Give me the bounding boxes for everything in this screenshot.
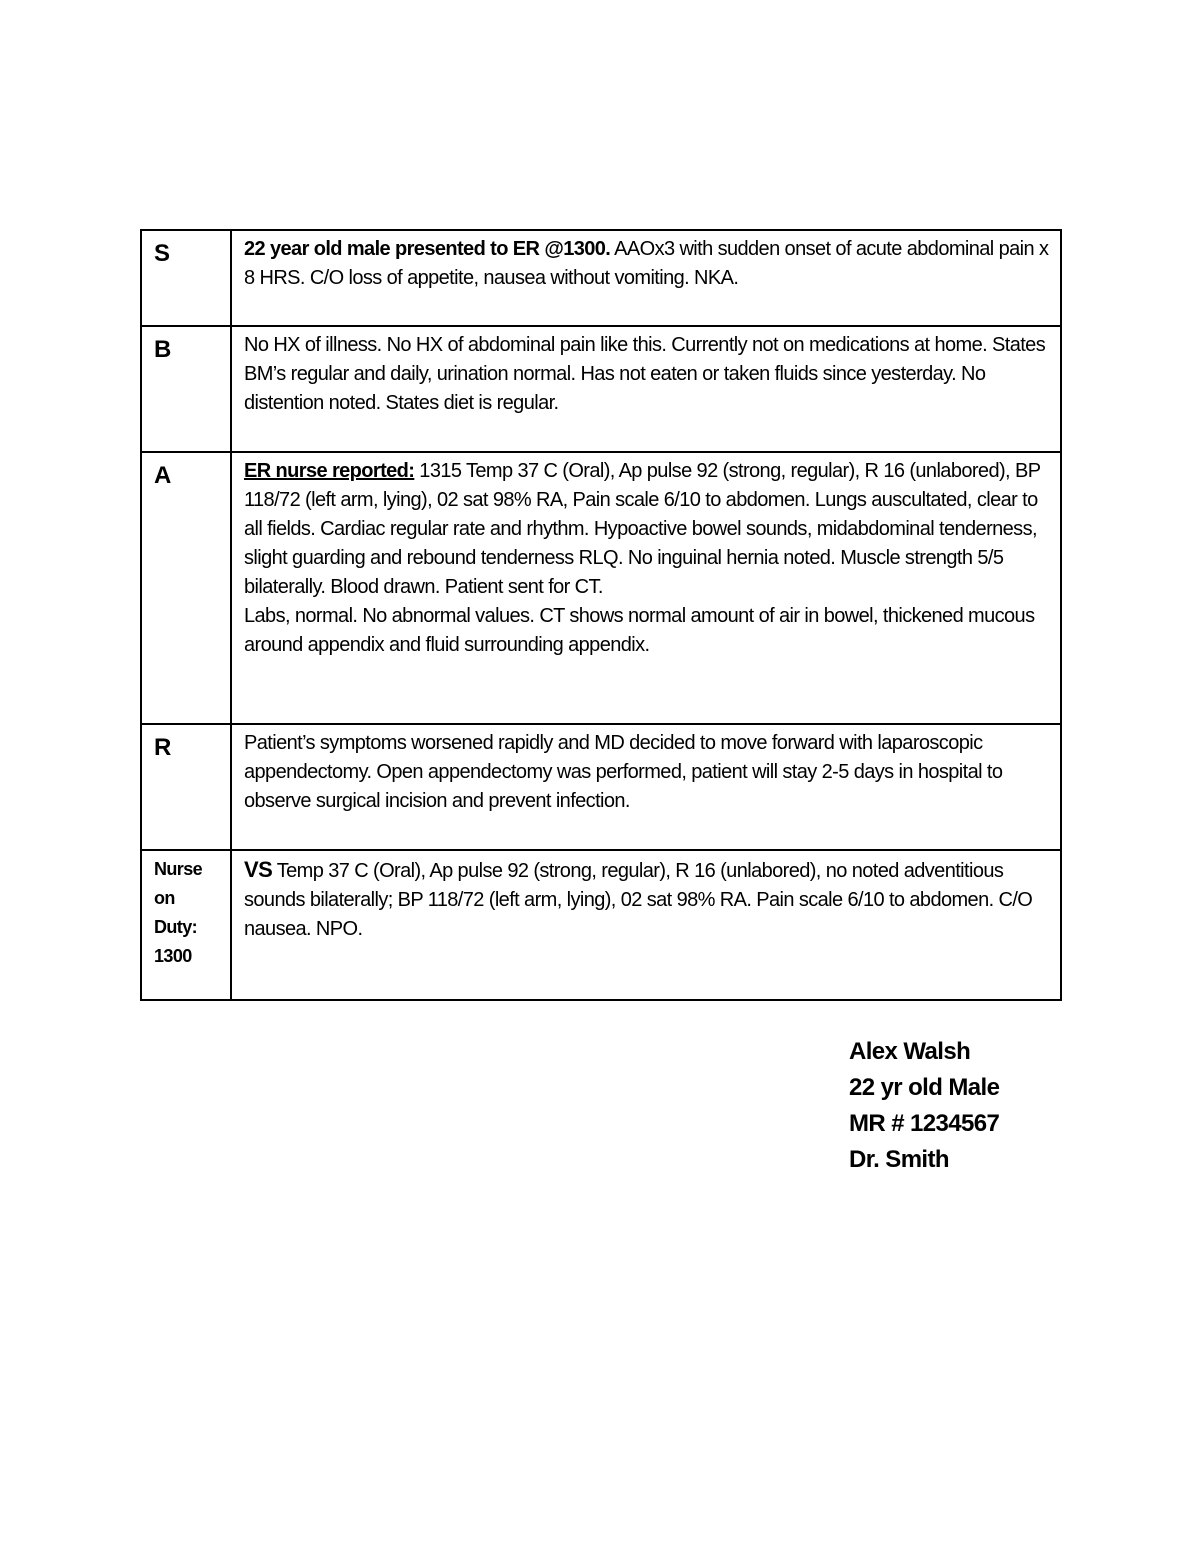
patient-mr-number: MR # 1234567 <box>849 1110 1000 1137</box>
sbar-content-r <box>231 724 1061 850</box>
assessment-text: 1315 Temp 37 C (Oral), Ap pulse 92 (strong, regular), R 16 (unlabored), BP 118/72 (left arm, lying), 02 sat 98% RA, Pain scale 6/10 to abdomen. Lungs auscultated, clear to all fields. Cardiac regular rate and rhythm. Hypoactive bowel sounds, midabdominal tenderness, slight guarding and rebound tenderness RLQ. No inguinal hernia noted. Muscle strength 5/5 bilaterally. Blood drawn. Patient sent for CT. <box>244 460 1041 598</box>
assessment-lead: ER nurse reported: <box>244 460 415 482</box>
nurse-label-line: Nurse <box>154 859 203 879</box>
sbar-content-a <box>231 452 1061 724</box>
vitals-lead: VS <box>244 857 273 882</box>
sbar-row-background <box>141 326 1061 452</box>
assessment-labs-text: Labs, normal. No abnormal values. CT shows normal amount of air in bowel, thickened mucous around appendix and fluid surrounding appendix. <box>244 605 1035 656</box>
sbar-row-assessment <box>141 452 1061 724</box>
sbar-content-b <box>231 326 1061 452</box>
sbar-row-situation <box>141 230 1061 326</box>
sbar-content-s <box>231 230 1061 326</box>
vitals-text: Temp 37 C (Oral), Ap pulse 92 (strong, regular), R 16 (unlabored), no noted adventitious sounds bilaterally; BP 118/72 (left arm, lying), 02 sat 98% RA. Pain scale 6/10 to abdomen. C/O nausea. NPO. <box>244 860 1033 940</box>
situation-lead: 22 year old male presented to ER @1300. <box>244 238 611 260</box>
nurse-label-line: on <box>154 888 175 908</box>
sbar-row-recommendation <box>141 724 1061 850</box>
sbar-table <box>140 229 1062 1001</box>
recommendation-text: Patient’s symptoms worsened rapidly and MD decided to move forward with laparoscopic appendectomy. Open appendectomy was performed, patient will stay 2-5 days in hospital to observe surgical incision and prevent infection. <box>244 732 1003 812</box>
patient-age-sex: 22 yr old Male <box>849 1074 1000 1101</box>
sbar-label-r: R <box>141 724 231 850</box>
sbar-label-s: S <box>141 230 231 326</box>
nurse-label-line: Duty: <box>154 917 197 937</box>
sbar-label-a: A <box>141 452 231 724</box>
situation-text: AAOx3 with sudden onset of acute abdominal pain x 8 HRS. C/O loss of appetite, nausea without vomiting. NKA. <box>244 238 1049 289</box>
patient-name: Alex Walsh <box>849 1038 971 1065</box>
sbar-row-nurse-on-duty <box>141 850 1061 1000</box>
sbar-label-b: B <box>141 326 231 452</box>
background-text: No HX of illness. No HX of abdominal pain like this. Currently not on medications at home. States BM’s regular and daily, urination normal. Has not eaten or taken fluids since yesterday. No distention noted. States diet is regular. <box>244 334 1046 414</box>
sbar-label-nurse <box>141 850 231 1000</box>
patient-doctor: Dr. Smith <box>849 1146 949 1173</box>
patient-info-block <box>849 1034 999 1178</box>
nurse-label-line: 1300 <box>154 946 192 966</box>
sbar-content-nurse <box>231 850 1061 1000</box>
